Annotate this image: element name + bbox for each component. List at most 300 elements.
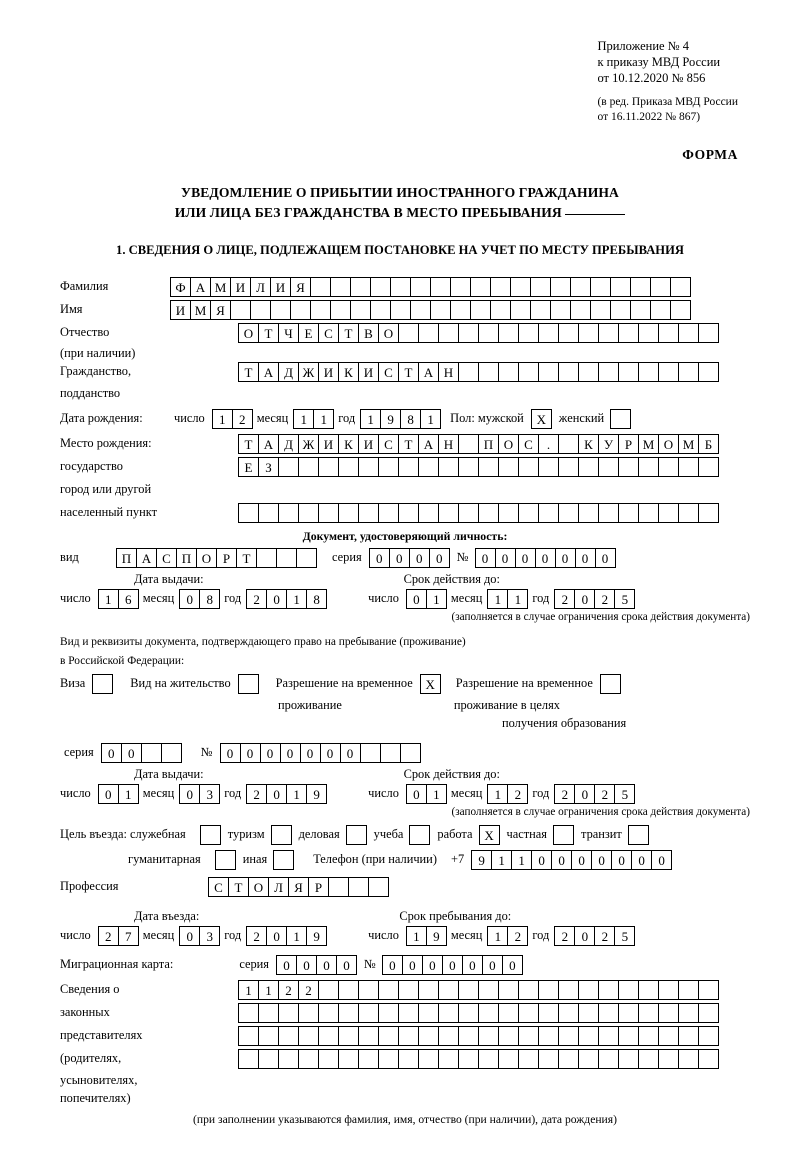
legal-rep-input-3[interactable] [238, 1026, 718, 1046]
cell[interactable]: П [116, 548, 137, 568]
cell[interactable] [238, 503, 259, 523]
residence-permit-checkbox[interactable] [238, 674, 258, 694]
cell[interactable]: 0 [574, 926, 595, 946]
entry-day-input[interactable] [98, 926, 138, 946]
cell[interactable]: 0 [260, 743, 281, 763]
cell[interactable]: И [230, 277, 251, 297]
cell[interactable]: А [258, 362, 279, 382]
cell[interactable] [418, 1003, 439, 1023]
cell[interactable] [618, 362, 639, 382]
cell[interactable] [478, 457, 499, 477]
cell[interactable] [470, 300, 491, 320]
cell[interactable] [358, 503, 379, 523]
cell[interactable] [658, 1026, 679, 1046]
cell[interactable] [558, 457, 579, 477]
cell[interactable] [368, 877, 389, 897]
cell[interactable]: 1 [293, 409, 314, 429]
cell[interactable]: 5 [614, 589, 635, 609]
cell[interactable] [358, 1003, 379, 1023]
cell[interactable] [478, 980, 499, 1000]
cell[interactable]: 1 [426, 784, 447, 804]
cell[interactable]: . [538, 434, 559, 454]
cell[interactable] [678, 362, 699, 382]
cell[interactable] [330, 300, 351, 320]
cell[interactable]: 9 [306, 926, 327, 946]
cell[interactable] [350, 277, 371, 297]
cell[interactable] [650, 300, 671, 320]
cell[interactable]: 2 [594, 589, 615, 609]
cell[interactable]: 8 [400, 409, 421, 429]
purpose-business-checkbox[interactable] [346, 825, 366, 845]
cell[interactable] [438, 980, 459, 1000]
cell[interactable] [418, 503, 439, 523]
cell[interactable] [658, 980, 679, 1000]
cell[interactable] [578, 362, 599, 382]
cell[interactable] [610, 277, 631, 297]
cell[interactable]: 0 [515, 548, 536, 568]
birth-day-input[interactable] [212, 409, 252, 429]
cell[interactable] [698, 1049, 719, 1069]
cell[interactable] [598, 980, 619, 1000]
cell[interactable]: 0 [340, 743, 361, 763]
cell[interactable]: 6 [118, 589, 139, 609]
cell[interactable]: 2 [232, 409, 253, 429]
cell[interactable] [390, 277, 411, 297]
cell[interactable]: 2 [298, 980, 319, 1000]
cell[interactable]: 1 [258, 980, 279, 1000]
cell[interactable] [490, 277, 511, 297]
cell[interactable]: 1 [286, 926, 307, 946]
cell[interactable]: 9 [380, 409, 401, 429]
cell[interactable] [358, 980, 379, 1000]
cell[interactable] [438, 323, 459, 343]
cell[interactable]: И [358, 362, 379, 382]
cell[interactable]: 0 [495, 548, 516, 568]
stay-day-input[interactable] [406, 926, 446, 946]
cell[interactable]: Б [698, 434, 719, 454]
cell[interactable]: С [208, 877, 229, 897]
cell[interactable] [598, 323, 619, 343]
cell[interactable] [348, 877, 369, 897]
cell[interactable]: 0 [551, 850, 572, 870]
cell[interactable]: 0 [300, 743, 321, 763]
entry-month-input[interactable] [179, 926, 219, 946]
cell[interactable]: С [378, 362, 399, 382]
cell[interactable] [610, 300, 631, 320]
cell[interactable]: 2 [246, 589, 267, 609]
cell[interactable]: Д [278, 434, 299, 454]
purpose-humanitarian-checkbox[interactable] [215, 850, 235, 870]
cell[interactable]: 0 [475, 548, 496, 568]
surname-input[interactable] [170, 277, 690, 297]
cell[interactable]: 1 [420, 409, 441, 429]
cell[interactable]: В [358, 323, 379, 343]
cell[interactable]: 0 [240, 743, 261, 763]
cell[interactable] [658, 1049, 679, 1069]
cell[interactable] [358, 457, 379, 477]
cell[interactable] [630, 300, 651, 320]
cell[interactable] [538, 362, 559, 382]
cell[interactable]: 0 [320, 743, 341, 763]
cell[interactable] [410, 277, 431, 297]
purpose-service-checkbox[interactable] [200, 825, 220, 845]
cell[interactable] [238, 1026, 259, 1046]
cell[interactable] [578, 323, 599, 343]
cell[interactable]: 2 [594, 926, 615, 946]
cell[interactable] [398, 1026, 419, 1046]
birthplace-input-1[interactable] [238, 434, 718, 454]
cell[interactable] [558, 323, 579, 343]
cell[interactable] [618, 1049, 639, 1069]
cell[interactable] [530, 300, 551, 320]
cell[interactable]: 1 [286, 784, 307, 804]
cell[interactable] [458, 323, 479, 343]
cell[interactable]: 1 [313, 409, 334, 429]
cell[interactable] [328, 877, 349, 897]
cell[interactable]: Р [216, 548, 237, 568]
cell[interactable]: Ч [278, 323, 299, 343]
cell[interactable]: З [258, 457, 279, 477]
cell[interactable] [438, 1003, 459, 1023]
cell[interactable] [570, 300, 591, 320]
permit-series-input[interactable] [101, 743, 181, 763]
cell[interactable]: 0 [402, 955, 423, 975]
purpose-work-checkbox[interactable] [479, 825, 499, 845]
cell[interactable] [518, 323, 539, 343]
cell[interactable] [658, 503, 679, 523]
cell[interactable]: С [318, 323, 339, 343]
birth-month-input[interactable] [293, 409, 333, 429]
cell[interactable]: 2 [246, 926, 267, 946]
cell[interactable] [658, 1003, 679, 1023]
cell[interactable] [238, 674, 259, 694]
cell[interactable] [618, 1003, 639, 1023]
patronymic-input[interactable] [238, 323, 718, 343]
cell[interactable]: 0 [406, 784, 427, 804]
cell[interactable] [598, 503, 619, 523]
doc-valid-day-input[interactable] [406, 589, 446, 609]
cell[interactable] [418, 457, 439, 477]
cell[interactable] [538, 323, 559, 343]
cell[interactable] [518, 362, 539, 382]
cell[interactable] [380, 743, 401, 763]
migration-series-input[interactable] [276, 955, 356, 975]
cell[interactable] [278, 1049, 299, 1069]
cell[interactable]: 0 [442, 955, 463, 975]
cell[interactable] [330, 277, 351, 297]
cell[interactable] [538, 1049, 559, 1069]
cell[interactable] [290, 300, 311, 320]
cell[interactable] [498, 1003, 519, 1023]
cell[interactable]: Т [398, 362, 419, 382]
cell[interactable] [478, 362, 499, 382]
cell[interactable] [478, 323, 499, 343]
cell[interactable]: 1 [507, 589, 528, 609]
cell[interactable] [430, 300, 451, 320]
cell[interactable]: 0 [98, 784, 119, 804]
cell[interactable]: 1 [286, 589, 307, 609]
cell[interactable] [598, 1026, 619, 1046]
cell[interactable] [558, 1026, 579, 1046]
cell[interactable]: И [170, 300, 191, 320]
cell[interactable]: Я [290, 277, 311, 297]
cell[interactable] [510, 277, 531, 297]
cell[interactable]: 0 [611, 850, 632, 870]
cell[interactable]: 8 [199, 589, 220, 609]
cell[interactable] [256, 548, 277, 568]
cell[interactable]: 0 [482, 955, 503, 975]
cell[interactable] [678, 1049, 699, 1069]
cell[interactable]: 2 [246, 784, 267, 804]
cell[interactable] [518, 1003, 539, 1023]
cell[interactable]: Р [618, 434, 639, 454]
doc-valid-year-input[interactable] [554, 589, 634, 609]
cell[interactable] [398, 1003, 419, 1023]
cell[interactable] [378, 1003, 399, 1023]
visa-checkbox[interactable] [92, 674, 112, 694]
cell[interactable] [438, 503, 459, 523]
cell[interactable] [518, 1026, 539, 1046]
cell[interactable]: Т [238, 362, 259, 382]
cell[interactable]: 0 [179, 784, 200, 804]
cell[interactable] [670, 277, 691, 297]
cell[interactable]: 1 [487, 784, 508, 804]
cell[interactable]: 1 [406, 926, 427, 946]
cell[interactable]: С [518, 434, 539, 454]
cell[interactable]: А [258, 434, 279, 454]
cell[interactable]: С [378, 434, 399, 454]
cell[interactable]: 0 [409, 548, 430, 568]
cell[interactable] [215, 850, 236, 870]
legal-rep-input-2[interactable] [238, 1003, 718, 1023]
cell[interactable]: 2 [507, 926, 528, 946]
cell[interactable]: О [238, 323, 259, 343]
cell[interactable] [270, 300, 291, 320]
cell[interactable] [478, 1049, 499, 1069]
cell[interactable]: 7 [118, 926, 139, 946]
cell[interactable]: 1 [238, 980, 259, 1000]
cell[interactable]: У [598, 434, 619, 454]
cell[interactable] [598, 1049, 619, 1069]
birthplace-input-3[interactable] [238, 503, 718, 523]
cell[interactable] [518, 457, 539, 477]
cell[interactable]: А [418, 434, 439, 454]
cell[interactable] [410, 300, 431, 320]
cell[interactable]: 3 [199, 926, 220, 946]
cell[interactable] [338, 1003, 359, 1023]
cell[interactable]: Т [236, 548, 257, 568]
cell[interactable]: М [190, 300, 211, 320]
cell[interactable] [378, 457, 399, 477]
cell[interactable]: Т [228, 877, 249, 897]
cell[interactable] [658, 362, 679, 382]
cell[interactable] [458, 980, 479, 1000]
cell[interactable] [400, 743, 421, 763]
cell[interactable]: Н [438, 362, 459, 382]
cell[interactable]: О [658, 434, 679, 454]
cell[interactable]: 1 [487, 926, 508, 946]
cell[interactable] [510, 300, 531, 320]
cell[interactable] [470, 277, 491, 297]
doc-issue-day-input[interactable] [98, 589, 138, 609]
cell[interactable]: 0 [406, 589, 427, 609]
cell[interactable] [530, 277, 551, 297]
doc-number-input[interactable] [475, 548, 615, 568]
cell[interactable]: 9 [426, 926, 447, 946]
cell[interactable] [498, 362, 519, 382]
cell[interactable] [618, 323, 639, 343]
cell[interactable] [378, 980, 399, 1000]
cell[interactable] [398, 323, 419, 343]
cell[interactable] [678, 1003, 699, 1023]
cell[interactable] [296, 548, 317, 568]
cell[interactable] [238, 1049, 259, 1069]
cell[interactable]: Ф [170, 277, 191, 297]
cell[interactable]: К [338, 362, 359, 382]
cell[interactable] [518, 1049, 539, 1069]
cell[interactable]: 0 [574, 589, 595, 609]
doc-valid-month-input[interactable] [487, 589, 527, 609]
cell[interactable] [698, 503, 719, 523]
cell[interactable] [409, 825, 430, 845]
cell[interactable] [628, 825, 649, 845]
cell[interactable] [310, 300, 331, 320]
cell[interactable] [298, 457, 319, 477]
cell[interactable] [318, 1049, 339, 1069]
cell[interactable]: 1 [98, 589, 119, 609]
permit-issue-day-input[interactable] [98, 784, 138, 804]
cell[interactable] [498, 503, 519, 523]
cell[interactable] [141, 743, 162, 763]
phone-input[interactable] [471, 850, 671, 870]
cell[interactable] [698, 1003, 719, 1023]
cell[interactable]: 0 [296, 955, 317, 975]
cell[interactable] [638, 1049, 659, 1069]
profession-input[interactable] [208, 877, 388, 897]
cell[interactable] [518, 980, 539, 1000]
migration-number-input[interactable] [382, 955, 522, 975]
cell[interactable] [271, 825, 292, 845]
cell[interactable] [698, 980, 719, 1000]
permit-valid-day-input[interactable] [406, 784, 446, 804]
cell[interactable] [450, 277, 471, 297]
cell[interactable]: 0 [591, 850, 612, 870]
cell[interactable] [318, 457, 339, 477]
cell[interactable]: 5 [614, 784, 635, 804]
cell[interactable] [698, 1026, 719, 1046]
cell[interactable]: Р [308, 877, 329, 897]
cell[interactable]: Я [210, 300, 231, 320]
cell[interactable] [430, 277, 451, 297]
cell[interactable] [278, 1026, 299, 1046]
cell[interactable] [618, 980, 639, 1000]
cell[interactable]: 0 [101, 743, 122, 763]
cell[interactable] [358, 1026, 379, 1046]
cell[interactable] [298, 1049, 319, 1069]
cell[interactable] [578, 1049, 599, 1069]
cell[interactable] [598, 1003, 619, 1023]
cell[interactable] [618, 1026, 639, 1046]
cell[interactable]: 2 [278, 980, 299, 1000]
cell[interactable] [458, 1003, 479, 1023]
cell[interactable] [498, 457, 519, 477]
stay-month-input[interactable] [487, 926, 527, 946]
cell[interactable] [258, 503, 279, 523]
cell[interactable]: 0 [179, 589, 200, 609]
permit-valid-year-input[interactable] [554, 784, 634, 804]
cell[interactable] [618, 503, 639, 523]
cell[interactable]: 0 [389, 548, 410, 568]
cell[interactable]: 0 [266, 589, 287, 609]
cell[interactable] [550, 277, 571, 297]
cell[interactable]: 2 [594, 784, 615, 804]
cell[interactable] [578, 503, 599, 523]
cell[interactable]: 0 [575, 548, 596, 568]
cell[interactable]: О [378, 323, 399, 343]
cell[interactable] [398, 980, 419, 1000]
cell[interactable] [490, 300, 511, 320]
cell[interactable]: 2 [554, 926, 575, 946]
cell[interactable]: О [196, 548, 217, 568]
cell[interactable]: 0 [422, 955, 443, 975]
cell[interactable] [658, 323, 679, 343]
cell[interactable]: 1 [511, 850, 532, 870]
cell[interactable] [370, 277, 391, 297]
cell[interactable] [338, 980, 359, 1000]
cell[interactable] [538, 503, 559, 523]
cell[interactable]: 0 [280, 743, 301, 763]
doc-series-input[interactable] [369, 548, 449, 568]
cell[interactable]: Х [531, 409, 552, 429]
citizenship-input[interactable] [238, 362, 718, 382]
cell[interactable]: А [190, 277, 211, 297]
cell[interactable] [558, 1049, 579, 1069]
cell[interactable] [658, 457, 679, 477]
cell[interactable] [578, 457, 599, 477]
cell[interactable]: 0 [555, 548, 576, 568]
cell[interactable] [338, 1026, 359, 1046]
cell[interactable] [630, 277, 651, 297]
cell[interactable]: 0 [316, 955, 337, 975]
cell[interactable] [558, 980, 579, 1000]
purpose-other-checkbox[interactable] [273, 850, 293, 870]
cell[interactable]: С [156, 548, 177, 568]
cell[interactable] [378, 503, 399, 523]
cell[interactable] [458, 362, 479, 382]
birthplace-input-2[interactable] [238, 457, 718, 477]
cell[interactable]: А [136, 548, 157, 568]
cell[interactable] [538, 1026, 559, 1046]
cell[interactable] [638, 457, 659, 477]
cell[interactable] [478, 1003, 499, 1023]
cell[interactable] [578, 980, 599, 1000]
cell[interactable]: 8 [306, 589, 327, 609]
cell[interactable]: Я [288, 877, 309, 897]
permit-number-input[interactable] [220, 743, 420, 763]
cell[interactable] [598, 457, 619, 477]
permit-valid-month-input[interactable] [487, 784, 527, 804]
doc-kind-input[interactable] [116, 548, 316, 568]
cell[interactable] [638, 323, 659, 343]
cell[interactable] [618, 457, 639, 477]
cell[interactable] [258, 1026, 279, 1046]
birth-year-input[interactable] [360, 409, 440, 429]
cell[interactable]: А [418, 362, 439, 382]
cell[interactable] [558, 503, 579, 523]
cell[interactable]: Х [420, 674, 441, 694]
cell[interactable]: 0 [336, 955, 357, 975]
cell[interactable]: 1 [212, 409, 233, 429]
